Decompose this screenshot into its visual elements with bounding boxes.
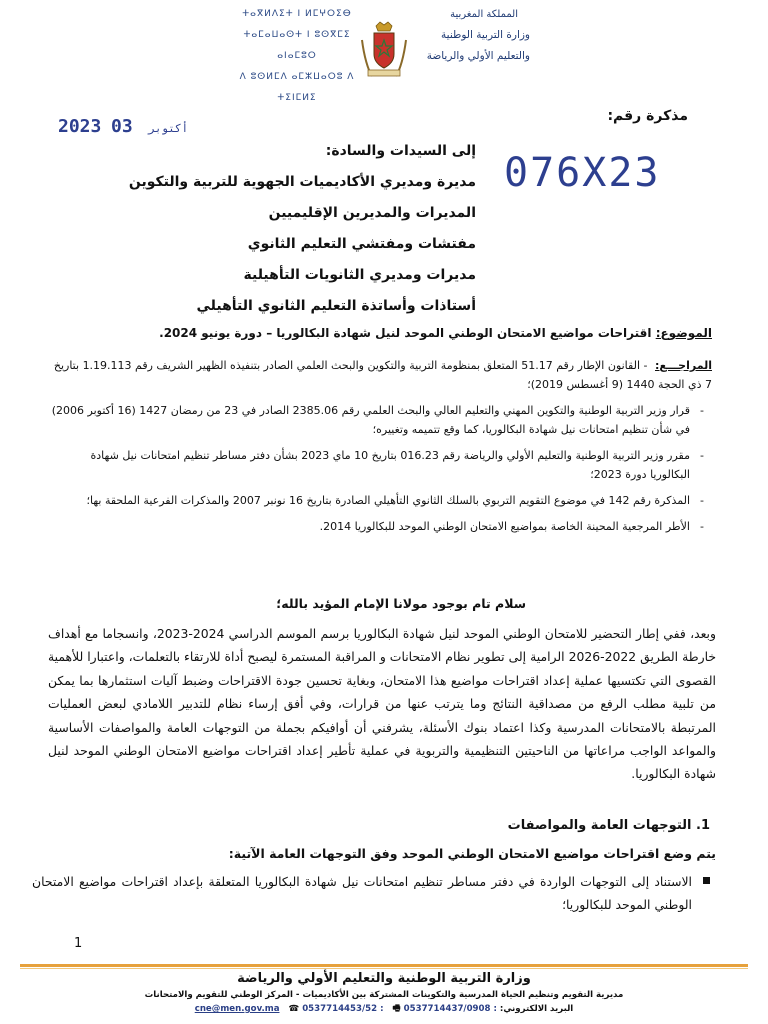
header-tifinagh-line: ⴷ ⵓⵙⵍⵎⴷ ⴰⵎⵣⵡⴰⵔⵓ ⴷ ⵜⵉⵏⵎⵍⵉ	[239, 72, 355, 103]
body-paragraph: وبعد، ففي إطار التحضير للامتحان الوطني الموحد لنيل شهادة البكالوريا برسم الموسم الدراسي 2024-2023، وانسجاما مع أهداف خارطة الطريق 2022-2026 الرامية إلى تطوير نظام الامتحانات و المراقبة المستمرة ليصبح أداة للارتقاء بالتعلمات، واعتبارا للأهمية القصوى التي تكتسيها عملية إعداد اقتراحات مواضيع هذا الامتحان، وبغاية تحسين جودة الاقتراحات وضبط آليات استثمارها بما يمكن من تلبية مطلب الرفع من مصداقية النتائج وما يترتب عنها من قرارات، وفي أفق إرساء نظام للتدبير اللامادي لبعض العمليات المرتبطة بالامتحانات المدرسية وكذا اعتماد بنوك الأسئلة، يشرفني أن أوافيكم بجملة من التوجهات العامة والمواصفات الأساسية والمواعد الواجب مراعاتها من الناحيتين التنظيمية والتربوية في عملية تأطير إعداد اقتراحات مواضيع الامتحان الوطني الموحد لنيل شهادة البكالوريا.	[48, 626, 717, 782]
header-tifinagh	[232, 4, 362, 109]
header-tifinagh-line: ⵜⴰⵎⴰⵡⴰⵙⵜ ⵏ ⵓⵙⴳⵎⵉ ⴰⵏⴰⵎⵓⵔ	[243, 30, 351, 61]
subject-text: اقتراحات مواضيع الامتحان الوطني الموحد لنيل شهادة البكالوريا – دورة يونيو 2024.	[159, 326, 652, 340]
reference-item: - قرار وزير التربية الوطنية والتكوين المهني والتعليم العالي والبحث العلمي رقم 2385.06 الصادر في 23 من رمضان 1427 (16 أكتوبر 2006) في شأن تنظيم امتحانات نيل شهادة البكالوريا، كما وقع تتميمه وتغييره؛	[48, 401, 712, 439]
memo-date-day: 03	[111, 116, 133, 137]
recipient-line: المديرات والمديرين الإقليميين	[268, 205, 476, 221]
memo-date-month: أكتوبر	[148, 122, 189, 135]
recipient-line: مفتشات ومفتشي التعليم الثانوي	[247, 236, 476, 252]
recipient-line: أستاذات وأساتذة التعليم الثانوي التأهيلي	[196, 298, 476, 314]
fax-icon: 🖷	[392, 1004, 401, 1014]
list-item	[32, 870, 712, 916]
footer-fax: 0537714437/0908 :	[403, 1004, 497, 1014]
footer-divider-thin	[20, 968, 748, 969]
header-arabic-line: المملكة المغربية	[450, 9, 518, 20]
subject-line	[52, 326, 712, 340]
reference-item: - الأطر المرجعية المحينة الخاصة بمواضيع الامتحان الوطني الموحد للبكالوريا 2014.	[48, 517, 712, 536]
footer-email[interactable]: cne@men.gov.ma	[194, 1004, 280, 1014]
reference-item: - مقرر وزير التربية الوطنية والتعليم الأولي والرياضة رقم 016.23 بتاريخ 10 ماي 2023 بشأن دفتر مساطر تنظيم امتحانات نيل شهادة البكالوريا دورة 2023؛	[48, 446, 712, 484]
subject-label: الموضوع:	[655, 326, 712, 340]
section-title: 1. التوجهات العامة والمواصفات	[507, 818, 710, 833]
footer-directorate: مديرية التقويم وتنظيم الحياة المدرسية والتكوينات المشتركة بين الأكاديميات - المركز الوطني للتقويم والامتحانات	[144, 990, 624, 1000]
memo-number-stamp: 076X23	[504, 150, 661, 196]
section-intro: يتم وضع اقتراحات مواضيع الامتحان الوطني الموحد وفق التوجهات العامة الآتية:	[228, 846, 716, 861]
footer	[20, 970, 748, 1017]
memo-number-label: مذكرة رقم:	[607, 108, 688, 124]
greeting: سلام تام بوجود مولانا الإمام المؤيد بالله؛	[276, 596, 526, 611]
list-item-text: الاستناد إلى التوجهات الواردة في دفتر مساطر تنظيم امتحانات نيل شهادة البكالوريا المتعلقة بإعداد اقتراحات مواضيع الامتحان الوطني الموحد للبكالوريا؛	[32, 874, 692, 912]
reference-item	[48, 356, 712, 394]
recipient-line: مديرة ومديري الأكاديميات الجهوية للتربية والتكوين	[128, 174, 476, 190]
coat-of-arms-icon	[358, 20, 410, 82]
recipients-salutation: إلى السيدات والسادة:	[325, 143, 476, 159]
reference-text: - القانون الإطار رقم 51.17 المتعلق بمنظومة التربية والتكوين والبحث العلمي الصادر بتنفيذه الظهير الشريف رقم 1.19.113 بتاريخ 7 ذي الحجة 1440 (9 أغسطس 2019)؛	[53, 359, 712, 391]
footer-ministry: وزارة التربية الوطنية والتعليم الأولي والرياضة	[237, 971, 531, 986]
recipient-line: مديرات ومديري الثانويات التأهيلية	[243, 267, 476, 283]
header-arabic-line: والتعليم الأولي والرياضة	[426, 50, 530, 62]
reference-item: - المذكرة رقم 142 في موضوع التقويم التربوي بالسلك الثانوي التأهيلي الصادرة بتاريخ 16 نونبر 2007 والمذكرات الفرعية الملحقة بها؛	[48, 491, 712, 510]
page-number: 1	[74, 936, 83, 951]
footer-contact	[20, 1002, 748, 1017]
header-tifinagh-line: ⵜⴰⴳⵍⴷⵉⵜ ⵏ ⵍⵎⵖⵔⵉⴱ	[242, 9, 352, 19]
recipients-block	[76, 136, 476, 322]
memo-date-year: 2023	[58, 116, 102, 137]
footer-phones: 0537714453/52 :	[302, 1004, 384, 1014]
references-block	[48, 356, 712, 543]
header-arabic-line: وزارة التربية الوطنية	[441, 29, 530, 41]
references-label: المراجـــع:	[654, 359, 712, 372]
bullet-square-icon	[703, 877, 710, 884]
footer-email-label: البريد الالكتروني:	[499, 1004, 574, 1014]
telephone-icon: ☎	[288, 1004, 300, 1014]
footer-divider	[20, 964, 748, 967]
memo-date	[58, 116, 194, 137]
